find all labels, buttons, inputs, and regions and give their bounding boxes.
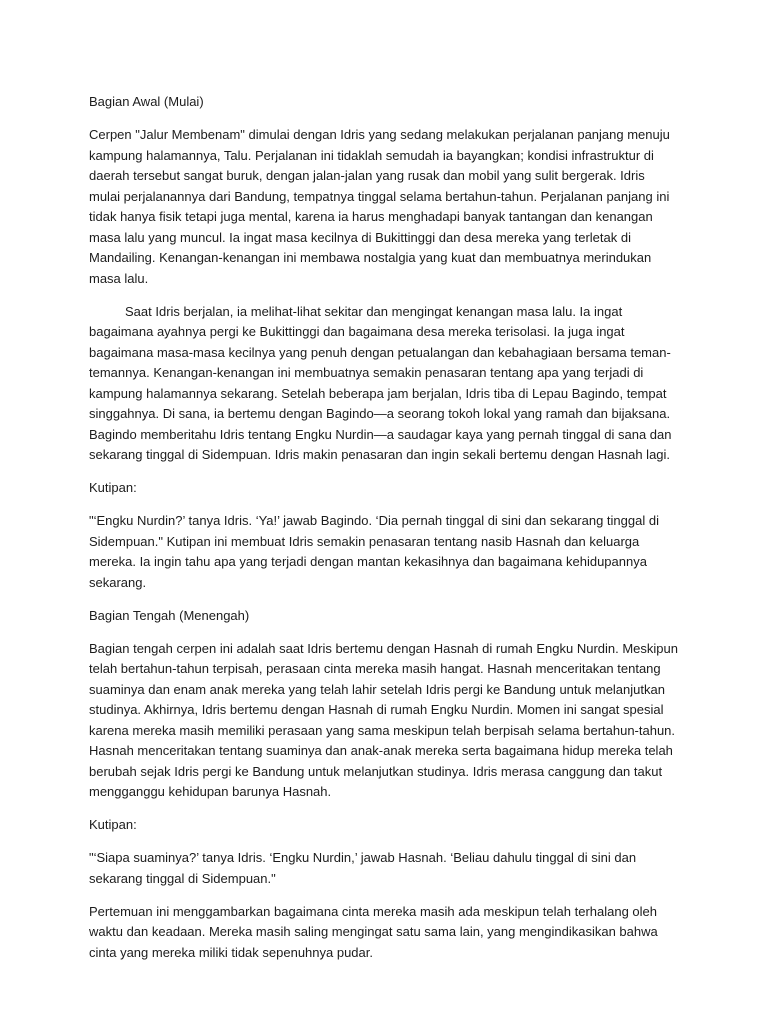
kutipan-label-1: Kutipan: bbox=[89, 480, 137, 495]
paragraph-meeting: Bagian tengah cerpen ini adalah saat Idris bertemu dengan Hasnah di rumah Engku Nurdin. Meskipun telah bertahun-tahun terpisah, perasaan cinta mereka masih hangat. Hasnah menceritakan tentang suaminya dan enam anak mereka yang telah lahir setelah Idris pergi ke Bandung untuk melanjutkan studinya. Akhirnya, Idris bertemu dengan Hasnah di rumah Engku Nurdin. Momen ini sangat spesial karena mereka masih memiliki perasaan yang sama meskipun telah berpisah selama bertahun-tahun. Hasnah menceritakan tentang suaminya dan anak-anak mereka serta bagaimana hidup mereka telah berubah sejak Idris pergi ke Bandung untuk melanjutkan studinya. Idris merasa canggung dan takut mengganggu kehidupan barunya Hasnah. bbox=[89, 640, 678, 799]
kutipan-label-2: Kutipan: bbox=[89, 817, 137, 832]
paragraph-intro: Cerpen "Jalur Membenam" dimulai dengan Idris yang sedang melakukan perjalanan panjang menuju kampung halamannya, Talu. Perjalanan ini tidaklah semudah ia bayangkan; kondisi infrastruktur di daerah tersebut sangat buruk, dengan jalan-jalan yang rusak dan mobil yang sulit bergerak. Idris mulai perjalanannya dari Bandung, tempatnya tinggal selama bertahun-tahun. Perjalanan panjang ini tidak hanya fisik tetapi juga mental, karena ia harus menghadapi banyak tantangan dan kenangan masa lalu yang muncul. Ia ingat masa kecilnya di Bukittinggi dan desa mereka yang terletak di Mandailing. Kenangan-kenangan ini membawa nostalgia yang kuat dan membuatnya merindukan masa lalu. bbox=[89, 127, 670, 286]
section-heading-tengah: Bagian Tengah (Menengah) bbox=[89, 607, 250, 623]
document-body bbox=[89, 92, 679, 976]
paragraph-conclusion: Pertemuan ini menggambarkan bagaimana cinta mereka masih ada meskipun telah terhalang oleh waktu dan keadaan. Mereka masih saling mengingat satu sama lain, yang mengindikasikan bahwa cinta yang mereka miliki tidak sepenuhnya pudar. bbox=[89, 903, 658, 960]
paragraph-journey: Saat Idris berjalan, ia melihat-lihat sekitar dan mengingat kenangan masa lalu. Ia ingat bagaimana ayahnya pergi ke Bukittinggi dan bagaimana desa mereka terisolasi. Ia juga ingat bagaimana masa-masa kecilnya yang penuh dengan petualangan dan kebahagiaan bersama teman-temannya. Kenangan-kenangan ini membuatnya semakin penasaran tentang apa yang terjadi di kampung halamannya sekarang. Setelah beberapa jam berjalan, Idris tiba di Lepau Bagindo, tempat singgahnya. Di sana, ia bertemu dengan Bagindo—a seorang tokoh lokal yang ramah dan bijaksana. Bagindo memberitahu Idris tentang Engku Nurdin—a saudagar kaya yang pernah tinggal di sana dan sekarang tinggal di Sidempuan. Idris makin penasaran dan ingin sekali bertemu dengan Hasnah lagi. bbox=[89, 303, 672, 462]
section-heading-awal: Bagian Awal (Mulai) bbox=[89, 94, 204, 109]
quote-block-1: "‘Engku Nurdin?’ tanya Idris. ‘Ya!’ jawab Bagindo. ‘Dia pernah tinggal di sini dan sekarang tinggal di Sidempuan." Kutipan ini membuat Idris semakin penasaran tentang nasib Hasnah dan keluarga mereka. Ia ingin tahu apa yang terjadi dengan mantan kekasihnya dan bagaimana kehidupannya sekarang. bbox=[89, 513, 659, 590]
quote-block-2: "‘Siapa suaminya?’ tanya Idris. ‘Engku Nurdin,’ jawab Hasnah. ‘Beliau dahulu tinggal di sini dan sekarang tinggal di Sidempuan." bbox=[89, 850, 637, 886]
